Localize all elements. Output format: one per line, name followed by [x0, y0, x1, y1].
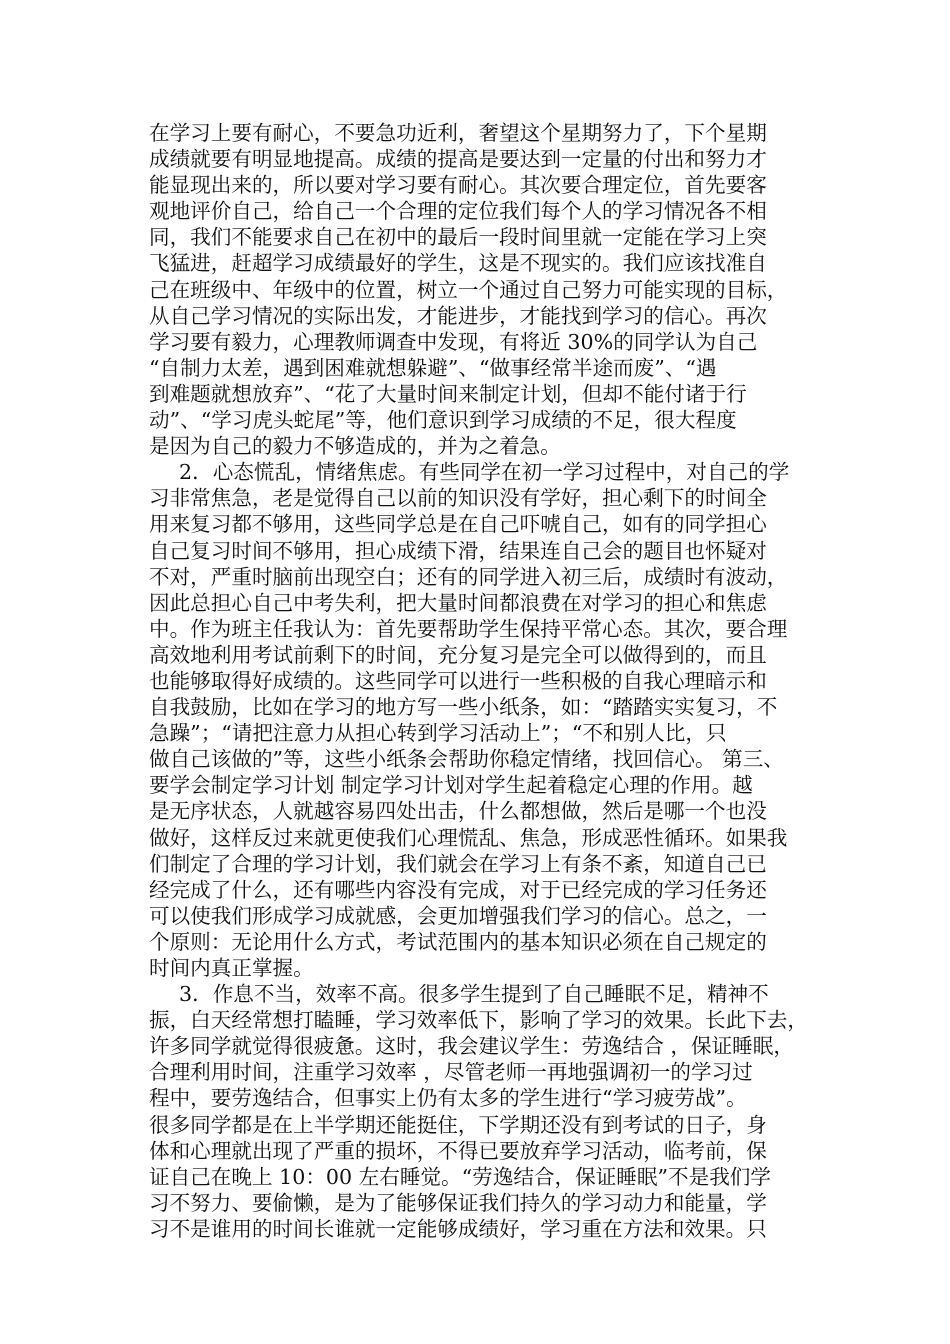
text-line: 习不努力、要偷懒，是为了能够保证我们持久的学习动力和能量，学: [149, 1190, 767, 1215]
text-line: 体和心理就出现了严重的损坏，不得已要放弃学习活动，临考前，保: [149, 1138, 767, 1163]
text-line: 做自己该做的”等，这些小纸条会帮助你稳定情绪，找回信心。 第三、: [149, 747, 784, 772]
text-line: 成绩就要有明显地提高。成绩的提高是要达到一定量的付出和努力才: [149, 147, 767, 172]
text-line: 自己复习时间不够用，担心成绩下滑，结果连自己会的题目也怀疑对: [149, 538, 767, 563]
text-line: 振，白天经常想打瞌睡，学习效率低下，影响了学习的效果。长此下去，: [149, 1008, 808, 1033]
text-line: 时间内真正掌握。: [149, 956, 314, 980]
text-line: 飞猛进，赶超学习成绩最好的学生，这是不现实的。我们应该找准自: [149, 251, 767, 276]
text-line: 己在班级中、年级中的位置，树立一个通过自己努力可能实现的目标，: [149, 277, 788, 302]
text-line: “自制力太差，遇到困难就想躲避”、“做事经常半途而废”、“遇: [149, 355, 717, 380]
text-line: 用来复习都不够用，这些同学总是在自己吓唬自己，如有的同学担心: [149, 512, 767, 537]
text-line: 证自己在晚上 10：00 左右睡觉。“劳逸结合，保证睡眠”不是我们学: [149, 1164, 771, 1189]
text-line: 习非常焦急，老是觉得自己以前的知识没有学好，担心剩下的时间全: [149, 486, 767, 511]
text-line: 高效地利用考试前剩下的时间，充分复习是完全可以做得到的，而且: [149, 642, 767, 667]
text-line: 观地评价自己，给自己一个合理的定位我们每个人的学习情况各不相: [149, 199, 767, 224]
text-line: 做好，这样反过来就更使我们心理慌乱、焦急，形成恶性循环。如果我: [149, 825, 788, 850]
text-line: 习不是谁用的时间长谁就一定能够成绩好，学习重在方法和效果。只: [149, 1216, 767, 1241]
text-line: 也能够取得好成绩的。这些同学可以进行一些积极的自我心理暗示和: [149, 668, 767, 693]
text-line: 中。作为班主任我认为：首先要帮助学生保持平常心态。其次，要合理: [149, 616, 788, 641]
text-line: 同，我们不能要求自己在初中的最后一段时间里就一定能在学习上突: [149, 225, 767, 250]
text-line: 不对，严重时脑前出现空白；还有的同学进入初三后，成绩时有波动，: [149, 564, 788, 589]
text-line: 是无序状态，人就越容易四处出击，什么都想做，然后是哪一个也没: [149, 799, 767, 824]
text-line: 在学习上要有耐心，不要急功近利，奢望这个星期努力了，下个星期: [149, 121, 767, 145]
text-line: 因此总担心自己中考失利，把大量时间都浪费在对学习的担心和焦虑: [149, 590, 767, 615]
text-line: 是因为自己的毅力不够造成的，并为之着急。: [149, 434, 561, 459]
paragraph-heading-2: 2．心态慌乱，情绪焦虑。有些同学在初一学习过程中，对自己的学: [179, 460, 790, 485]
text-line: 要学会制定学习计划 制定学习计划对学生起着稳定心理的作用。越: [149, 773, 753, 798]
text-line: 程中，要劳逸结合，但事实上仍有太多的学生进行“学习疲劳战”。: [149, 1086, 747, 1111]
text-line: 经完成了什么，还有哪些内容没有完成，对于已经完成的学习任务还: [149, 877, 767, 902]
text-line: 到难题就想放弃”、“花了大量时间来制定计划，但却不能付诸于行: [149, 381, 747, 406]
text-line: 个原则：无论用什么方式，考试范围内的基本知识必须在自己规定的: [149, 929, 767, 954]
text-line: 许多同学就觉得很疲惫。这时，我会建议学生：劳逸结合 ，保证睡眠，: [149, 1034, 794, 1059]
text-line: 们制定了合理的学习计划，我们就会在学习上有条不紊，知道自己已: [149, 851, 767, 876]
text-line: 从自己学习情况的实际出发，才能进步，才能找到学习的信心。再次: [149, 303, 767, 328]
text-line: 学习要有毅力，心理教师调查中发现，有将近 30%的同学认为自己: [149, 329, 758, 354]
paragraph-heading-3: 3．作息不当，效率不高。很多学生提到了自己睡眠不足，精神不: [179, 982, 769, 1007]
text-line: 合理利用时间，注重学习效率 ，尽管老师一再地强调初一的学习过: [149, 1060, 753, 1085]
text-line: 可以使我们形成学习成就感，会更加增强我们学习的信心。总之，一: [149, 903, 767, 928]
text-line: 能显现出来的，所以要对学习要有耐心。其次要合理定位，首先要客: [149, 173, 767, 198]
body-text: [149, 120, 813, 1242]
text-line: 很多同学都是在上半学期还能挺住，下学期还没有到考试的日子，身: [149, 1112, 767, 1137]
text-line: 自我鼓励，比如在学习的地方写一些小纸条，如：“踏踏实实复习，不: [149, 695, 778, 720]
text-line: 动”、“学习虎头蛇尾”等，他们意识到学习成绩的不足，很大程度: [149, 408, 737, 433]
text-line: 急躁”；“请把注意力从担心转到学习活动上”；“不和别人比，只: [149, 721, 727, 746]
